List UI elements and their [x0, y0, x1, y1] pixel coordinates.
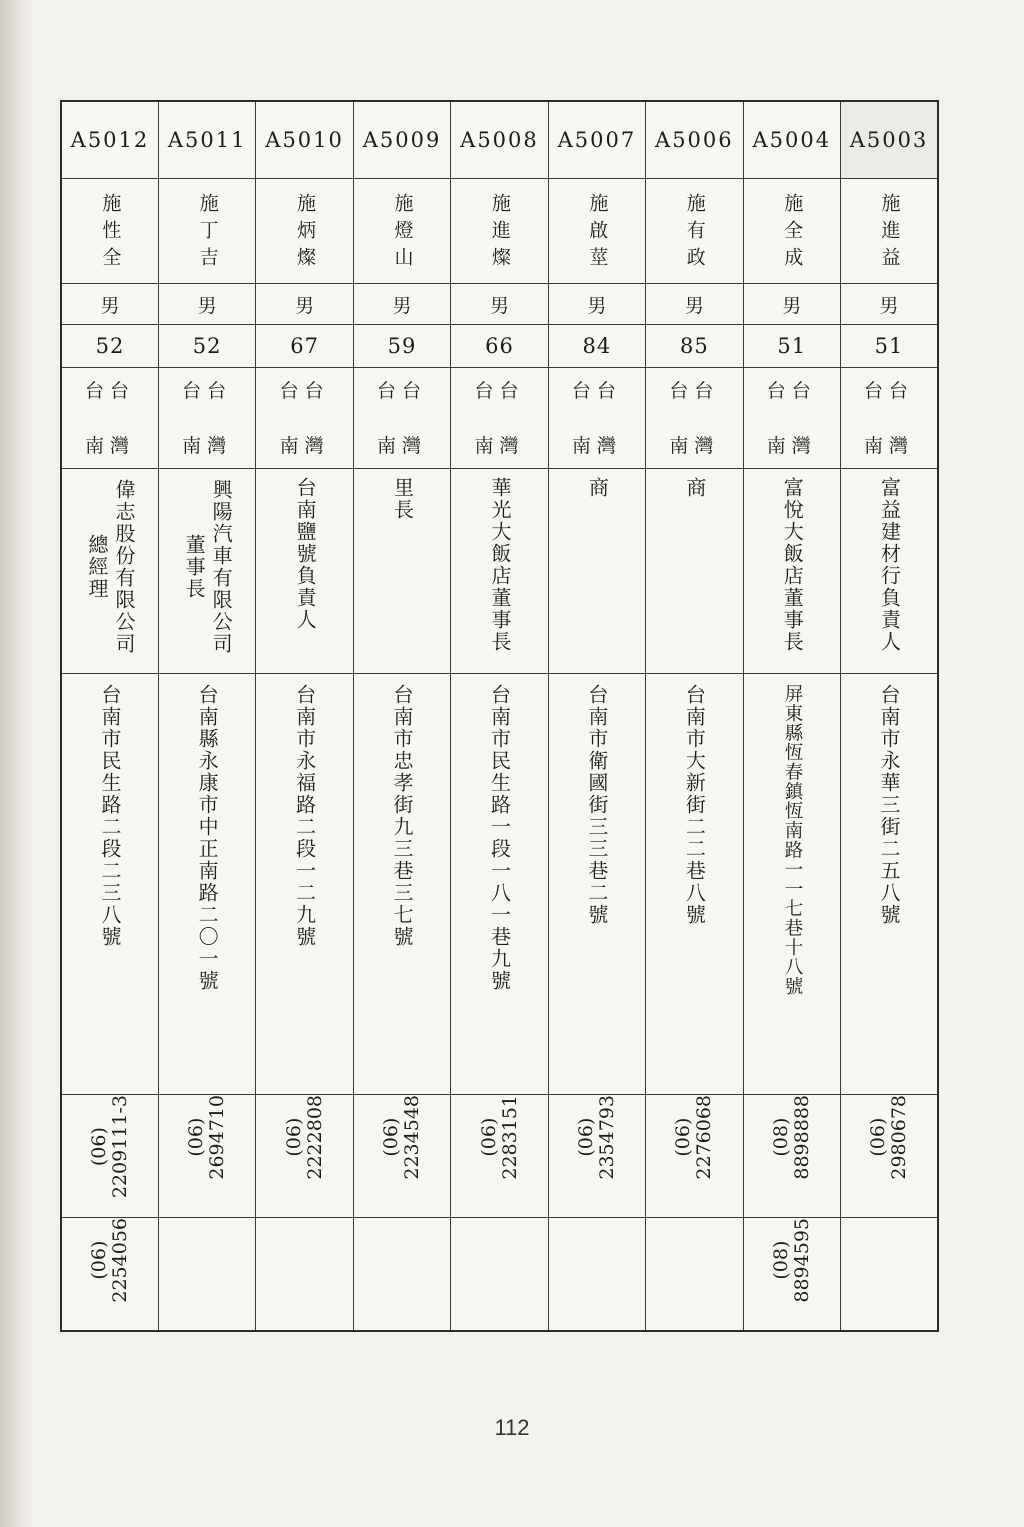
- sex-cell: 男: [353, 284, 450, 325]
- occupation-text: 華光大飯店董事長: [487, 477, 512, 653]
- member-name: 施燈山: [391, 192, 414, 274]
- phone2-area-code: (08): [769, 1240, 792, 1280]
- member-id-cell: A5011: [158, 101, 255, 179]
- member-name: 施進益: [878, 192, 901, 274]
- origin-bottom: 南灣: [279, 435, 330, 457]
- origin-cell: [61, 368, 158, 469]
- address-text: 台南市永華三街二五八號: [877, 684, 901, 926]
- occupation-text: 商: [585, 477, 610, 499]
- phone-cell: [841, 1095, 939, 1218]
- address-text: 屏東縣恆春鎮恆南路一一七巷十八號: [781, 684, 803, 996]
- phone-area-code: (08): [769, 1117, 792, 1157]
- address-text: 台南市衛國街三三巷二號: [584, 684, 609, 926]
- phone-number: 2354793: [595, 1095, 618, 1180]
- sex-cell: 男: [451, 284, 548, 325]
- phone-number: 2209111-3: [108, 1095, 131, 1199]
- sex-cell: 男: [61, 284, 158, 325]
- origin-bottom: 南灣: [766, 435, 817, 457]
- occupation-cell: [61, 469, 158, 674]
- occupation-cell: [743, 469, 840, 674]
- origin-top: 台台: [571, 380, 622, 402]
- occupation-text: 台南鹽號負責人: [293, 477, 318, 631]
- phone-number: 2276068: [693, 1095, 716, 1180]
- origin-top: 台台: [279, 380, 330, 402]
- phone-row: [61, 1095, 938, 1218]
- origin-bottom: 南灣: [474, 435, 525, 457]
- name-cell: [451, 179, 548, 284]
- phone-cell: [548, 1095, 645, 1218]
- member-name: 施炳燦: [294, 192, 317, 274]
- age-cell: 84: [548, 325, 645, 368]
- age-cell: 85: [646, 325, 743, 368]
- member-id-cell: A5010: [256, 101, 353, 179]
- phone-area-code: (06): [477, 1117, 500, 1157]
- origin-top: 台台: [474, 380, 525, 402]
- phone2-cell: [743, 1218, 840, 1332]
- occupation-text: 里長: [390, 477, 415, 521]
- sex-cell: 男: [548, 284, 645, 325]
- member-id-cell: A5004: [743, 101, 840, 179]
- address-text: 台南市忠孝街九三巷三七號: [390, 684, 415, 948]
- member-id-cell: A5008: [451, 101, 548, 179]
- member-name: 施丁吉: [196, 192, 219, 274]
- phone-cell: [743, 1095, 840, 1218]
- phone2-area-code: (06): [88, 1240, 111, 1280]
- member-table: [60, 100, 939, 1332]
- origin-cell: [353, 368, 450, 469]
- occupation-cell: [548, 469, 645, 674]
- phone-cell: [256, 1095, 353, 1218]
- sex-cell: 男: [646, 284, 743, 325]
- phone2-cell: [61, 1218, 158, 1332]
- member-id-cell: A5007: [548, 101, 645, 179]
- origin-top: 台台: [669, 380, 720, 402]
- phone-area-code: (06): [88, 1127, 111, 1167]
- phone-number: 2222808: [303, 1095, 326, 1180]
- phone2-row: [61, 1218, 938, 1332]
- age-row: [61, 325, 938, 368]
- age-cell: 51: [841, 325, 939, 368]
- phone-number: 2694710: [206, 1095, 229, 1180]
- phone2-cell: [451, 1218, 548, 1332]
- occupation-cell: [256, 469, 353, 674]
- address-cell: [646, 674, 743, 1095]
- address-cell: [353, 674, 450, 1095]
- address-text: 台南市民生路一段一八一巷九號: [487, 684, 512, 992]
- phone-cell: [646, 1095, 743, 1218]
- phone2-cell: [841, 1218, 939, 1332]
- phone-cell: [158, 1095, 255, 1218]
- address-text: 台南市民生路二段二三八號: [97, 684, 122, 948]
- age-cell: 67: [256, 325, 353, 368]
- phone-number: 8898888: [790, 1095, 813, 1180]
- occupation-cell: [841, 469, 939, 674]
- occupation-text: 商: [682, 477, 707, 499]
- sex-cell: 男: [841, 284, 939, 325]
- address-text: 台南市大新街二二巷八號: [682, 684, 707, 926]
- origin-bottom: 南灣: [571, 435, 622, 457]
- occupation-cell: [451, 469, 548, 674]
- phone-area-code: (06): [867, 1117, 890, 1157]
- occupation-row: [61, 469, 938, 674]
- origin-row: [61, 368, 938, 469]
- sex-row: [61, 284, 938, 325]
- name-cell: [158, 179, 255, 284]
- origin-top: 台台: [766, 380, 817, 402]
- origin-bottom: 南灣: [182, 435, 233, 457]
- phone-cell: [451, 1095, 548, 1218]
- phone2-cell: [548, 1218, 645, 1332]
- member-name: 施全成: [781, 192, 804, 274]
- member-name: 施進燦: [488, 192, 511, 274]
- member-name: 施有政: [683, 192, 706, 274]
- origin-cell: [548, 368, 645, 469]
- occupation-text: 富悅大飯店董事長: [780, 477, 805, 653]
- name-cell: [841, 179, 939, 284]
- sex-cell: 男: [256, 284, 353, 325]
- occupation-cell: [646, 469, 743, 674]
- phone-cell: [353, 1095, 450, 1218]
- address-cell: [548, 674, 645, 1095]
- page-shadow: [0, 0, 34, 1527]
- name-cell: [743, 179, 840, 284]
- origin-top: 台台: [863, 380, 914, 402]
- sex-cell: 男: [158, 284, 255, 325]
- occupation-text: 偉志股份有限公司總經理: [84, 479, 136, 655]
- address-cell: [256, 674, 353, 1095]
- origin-top: 台台: [84, 380, 135, 402]
- occupation-text: 富益建材行負責人: [877, 477, 902, 653]
- member-name: 施性全: [99, 192, 122, 274]
- occupation-cell: [158, 469, 255, 674]
- name-cell: [256, 179, 353, 284]
- address-cell: [841, 674, 939, 1095]
- origin-top: 台台: [377, 380, 428, 402]
- phone2-cell: [256, 1218, 353, 1332]
- id-row: [61, 101, 938, 179]
- age-cell: 59: [353, 325, 450, 368]
- origin-top: 台台: [182, 380, 233, 402]
- phone-number: 2980678: [888, 1095, 910, 1180]
- phone-area-code: (06): [575, 1117, 598, 1157]
- member-id-cell: A5009: [353, 101, 450, 179]
- origin-cell: [841, 368, 939, 469]
- occupation-text: 興陽汽車有限公司董事長: [182, 479, 234, 655]
- page-number: 112: [494, 1415, 530, 1440]
- phone-area-code: (06): [185, 1117, 208, 1157]
- phone2-cell: [158, 1218, 255, 1332]
- address-cell: [743, 674, 840, 1095]
- phone-cell: [61, 1095, 158, 1218]
- address-row: [61, 674, 938, 1095]
- address-text: 台南市永福路二段一二九號: [292, 684, 317, 948]
- name-cell: [646, 179, 743, 284]
- phone-number: 2234548: [401, 1095, 424, 1180]
- age-cell: 51: [743, 325, 840, 368]
- phone2-cell: [353, 1218, 450, 1332]
- age-cell: 52: [158, 325, 255, 368]
- origin-bottom: 南灣: [863, 435, 914, 457]
- origin-bottom: 南灣: [377, 435, 428, 457]
- name-row: [61, 179, 938, 284]
- member-id-cell: A5003: [841, 101, 939, 179]
- phone-number: 2283151: [498, 1095, 521, 1180]
- phone-area-code: (06): [672, 1117, 695, 1157]
- sex-cell: 男: [743, 284, 840, 325]
- origin-cell: [451, 368, 548, 469]
- phone-area-code: (06): [380, 1117, 403, 1157]
- name-cell: [353, 179, 450, 284]
- address-cell: [451, 674, 548, 1095]
- address-text: 台南縣永康市中正南路二〇一號: [195, 684, 220, 992]
- origin-cell: [158, 368, 255, 469]
- occupation-cell: [353, 469, 450, 674]
- name-cell: [548, 179, 645, 284]
- name-cell: [61, 179, 158, 284]
- address-cell: [158, 674, 255, 1095]
- origin-cell: [743, 368, 840, 469]
- age-cell: 52: [61, 325, 158, 368]
- phone2-number: 8894595: [790, 1218, 813, 1303]
- origin-bottom: 南灣: [84, 435, 135, 457]
- origin-cell: [256, 368, 353, 469]
- phone2-cell: [646, 1218, 743, 1332]
- origin-cell: [646, 368, 743, 469]
- age-cell: 66: [451, 325, 548, 368]
- member-id-cell: A5012: [61, 101, 158, 179]
- origin-bottom: 南灣: [669, 435, 720, 457]
- member-id-cell: A5006: [646, 101, 743, 179]
- phone2-number: 2254056: [108, 1218, 131, 1303]
- phone-area-code: (06): [282, 1117, 305, 1157]
- address-cell: [61, 674, 158, 1095]
- member-name: 施啟莖: [586, 192, 609, 274]
